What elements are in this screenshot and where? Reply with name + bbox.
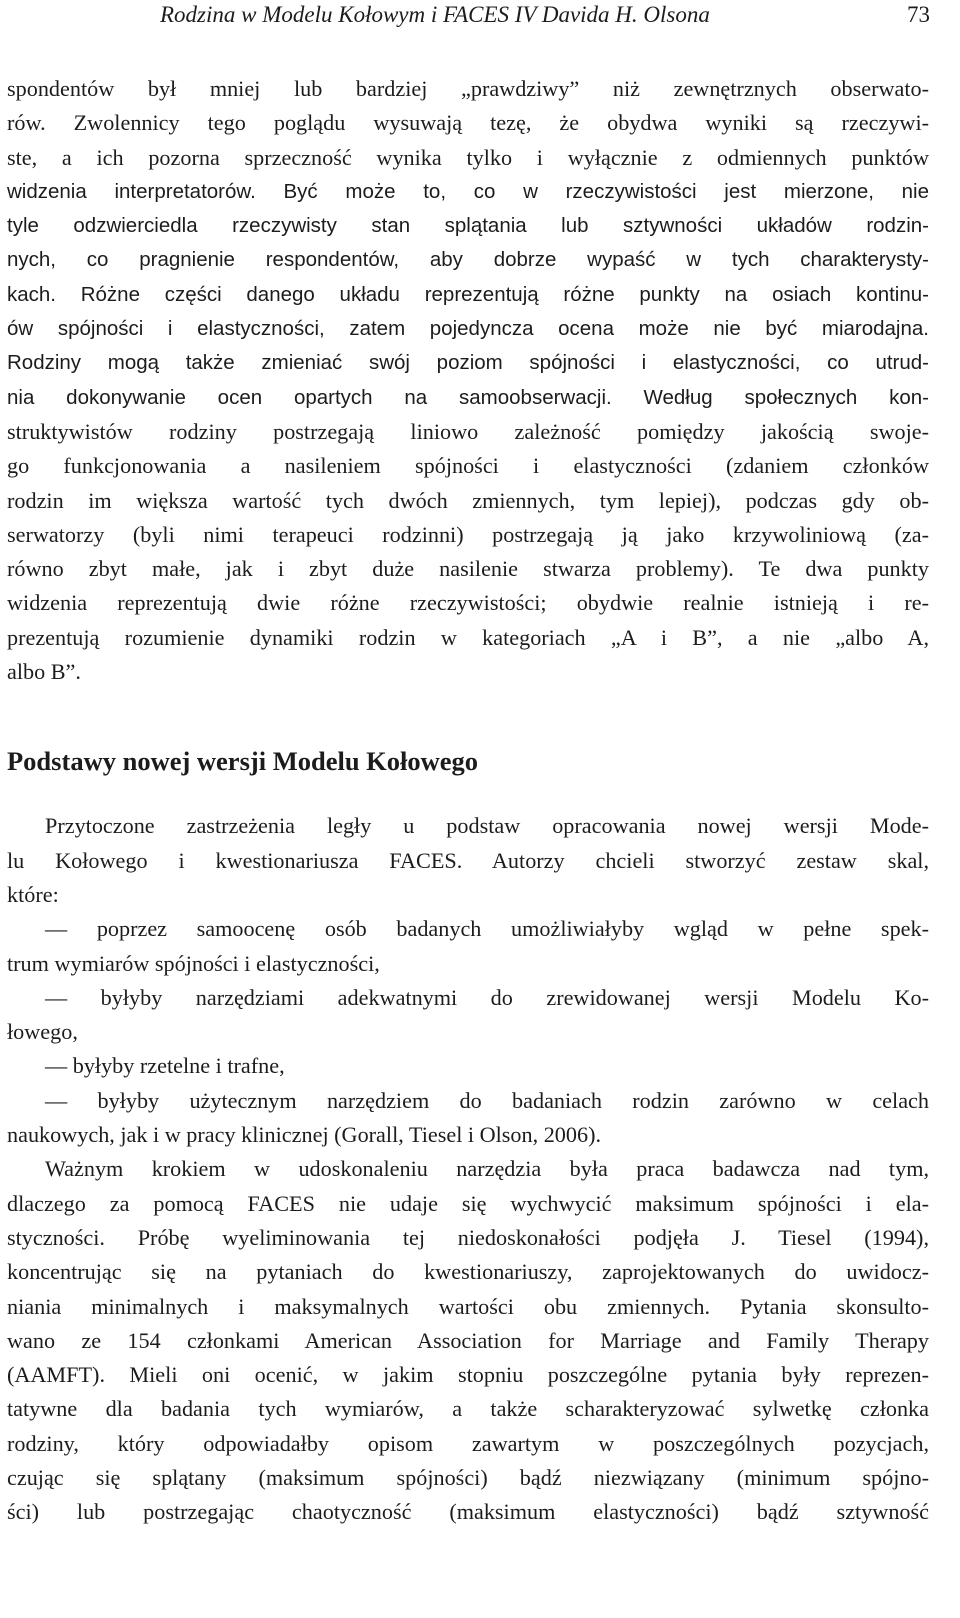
text-line: dlaczego za pomocą FACES nie udaje się wychwycić maksimum spójności i ela- bbox=[7, 1190, 929, 1216]
list-item: — poprzez samoocenę osób badanych umożliwiałyby wgląd w pełne spek- bbox=[45, 916, 929, 942]
page-body bbox=[7, 72, 929, 1530]
text-line: spondentów był mniej lub bardziej „prawdziwy” niż zewnętrznych obserwato- bbox=[7, 76, 929, 101]
list-item-continuation: trum wymiarów spójności i elastyczności, bbox=[7, 950, 380, 976]
paragraph-2 bbox=[7, 809, 929, 912]
text-line: kach. Różne części danego układu reprezentują różne punkty na osiach kontinu- bbox=[7, 282, 929, 306]
list-item: — byłyby użytecznym narzędziem do badaniach rodzin zarówno w celach bbox=[45, 1087, 929, 1113]
running-header-title: Rodzina w Modelu Kołowym i FACES IV Davida H. Olsona bbox=[160, 2, 710, 27]
text-line: nia dokonywanie ocen opartych na samoobserwacji. Według społecznych kon- bbox=[7, 385, 929, 409]
text-line: serwatorzy (byli nimi terapeuci rodzinni) postrzegają ją jako krzywoliniową (za- bbox=[7, 521, 929, 547]
text-line: nych, co pragnienie respondentów, aby dobrze wypaść w tych charakterysty- bbox=[7, 248, 929, 272]
text-line: Przytoczone zastrzeżenia legły u podstaw opracowania nowej wersji Mode- bbox=[45, 813, 929, 839]
paragraph-1 bbox=[7, 72, 929, 689]
text-line: Rodziny mogą także zmieniać swój poziom spójności i elastyczności, co utrud- bbox=[7, 351, 929, 375]
page-number: 73 bbox=[907, 2, 930, 27]
text-line: równo zbyt małe, jak i zbyt duże nasilenie stwarza problemy). Te dwa punkty bbox=[7, 556, 929, 582]
list-item: — byłyby rzetelne i trafne, bbox=[45, 1053, 285, 1079]
text-line: ste, a ich pozorna sprzeczność wynika tylko i wyłącznie z odmiennych punktów bbox=[7, 144, 929, 170]
list-item-continuation: naukowych, jak i w pracy klinicznej (Gorall, Tiesel i Olson, 2006). bbox=[7, 1122, 602, 1148]
running-header bbox=[0, 0, 960, 30]
text-line: które: bbox=[7, 881, 59, 907]
text-line: Ważnym krokiem w udoskonaleniu narzędzia była praca badawcza nad tym, bbox=[45, 1156, 929, 1182]
text-line: styczności. Próbę wyeliminowania tej niedoskonałości podjęła J. Tiesel (1994), bbox=[7, 1224, 929, 1250]
text-line: rodzin im większa wartość tych dwóch zmiennych, tym lepiej), podczas gdy ob- bbox=[7, 487, 929, 513]
text-line: widzenia interpretatorów. Być może to, co w rzeczywistości jest mierzone, nie bbox=[7, 179, 929, 203]
text-line: czując się splątany (maksimum spójności) bądź niezwiązany (minimum spójno- bbox=[7, 1464, 929, 1490]
text-line: ów spójności i elastyczności, zatem pojedyncza ocena może nie być miarodajna. bbox=[7, 317, 929, 341]
text-line: niania minimalnych i maksymalnych wartości obu zmiennych. Pytania skonsulto- bbox=[7, 1293, 929, 1319]
section-spacer bbox=[7, 689, 929, 744]
list-item-continuation: łowego, bbox=[7, 1019, 78, 1045]
text-line: ści) lub postrzegając chaotyczność (maksimum elastyczności) bądź sztywność bbox=[7, 1499, 929, 1525]
text-line: tyle odzwierciedla rzeczywisty stan splątania lub sztywności układów rodzin- bbox=[7, 214, 929, 238]
text-line: struktywistów rodziny postrzegają liniowo zależność pomiędzy jakością swoje- bbox=[7, 418, 929, 444]
text-line: rów. Zwolennicy tego poglądu wysuwają tezę, że obydwa wyniki są rzeczywi- bbox=[7, 110, 929, 136]
text-line: albo B”. bbox=[7, 659, 81, 685]
text-line: (AAMFT). Mieli oni ocenić, w jakim stopniu poszczególne pytania były reprezen- bbox=[7, 1362, 929, 1388]
text-line: lu Kołowego i kwestionariusza FACES. Autorzy chcieli stworzyć zestaw skal, bbox=[7, 847, 929, 873]
text-line: koncentrując się na pytaniach do kwestionariuszy, zaprojektowanych do uwidocz- bbox=[7, 1259, 929, 1285]
text-line: go funkcjonowania a nasileniem spójności i elastyczności (zdaniem członków bbox=[7, 453, 929, 479]
text-line: prezentują rozumienie dynamiki rodzin w kategoriach „A i B”, a nie „albo A, bbox=[7, 624, 929, 650]
text-line: rodziny, który odpowiadałby opisom zawartym w poszczególnych pozycjach, bbox=[7, 1430, 929, 1456]
list-item: — byłyby narzędziami adekwatnymi do zrewidowanej wersji Modelu Ko- bbox=[45, 984, 929, 1010]
text-line: widzenia reprezentują dwie różne rzeczywistości; obydwie realnie istnieją i re- bbox=[7, 590, 929, 616]
text-line: tatywne dla badania tych wymiarów, a także scharakteryzować sylwetkę członka bbox=[7, 1396, 929, 1422]
text-line: wano ze 154 członkami American Association for Marriage and Family Therapy bbox=[7, 1327, 929, 1353]
criteria-list bbox=[7, 912, 929, 1152]
section-heading: Podstawy nowej wersji Modelu Kołowego bbox=[7, 746, 479, 777]
paragraph-3 bbox=[7, 1152, 929, 1529]
